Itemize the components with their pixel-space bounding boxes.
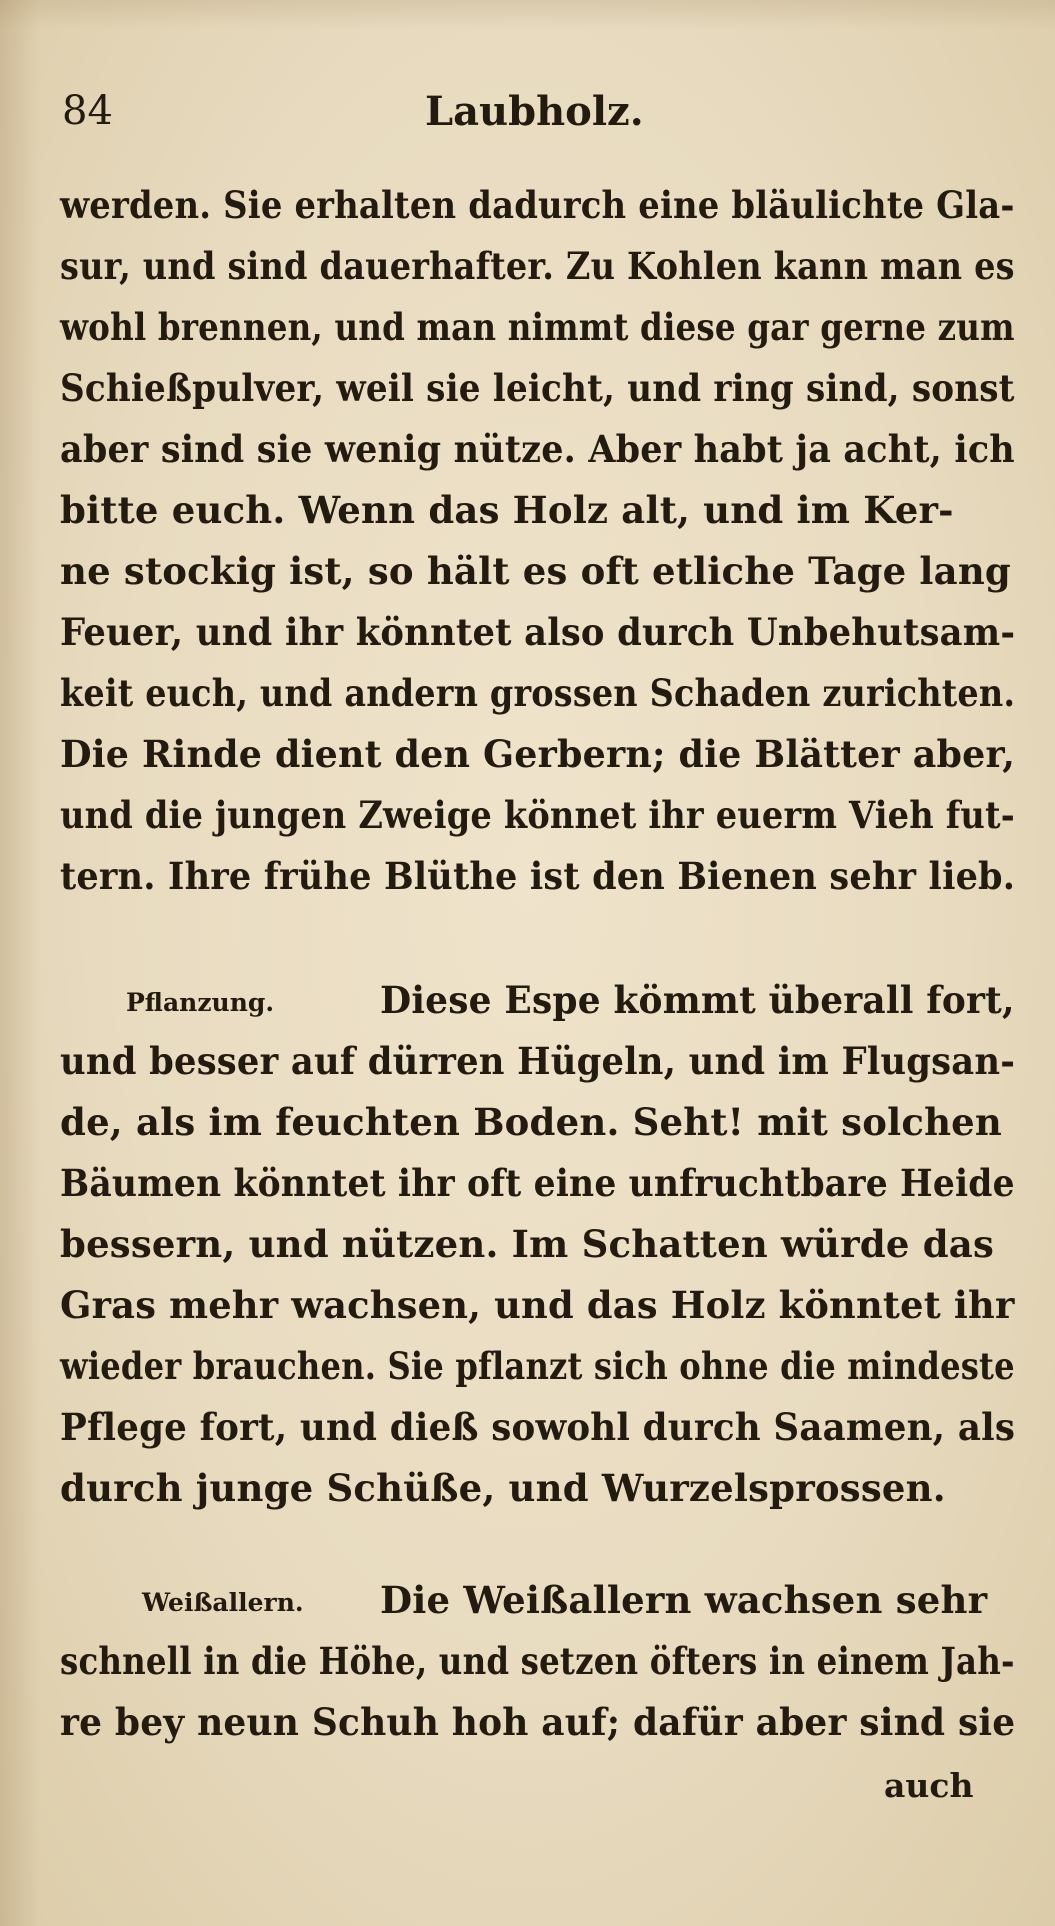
text-line: durch junge Schüße, und Wurzelsprossen. — [60, 1466, 946, 1510]
text-line: werden. Sie erhalten dadurch eine bläulichte Gla- — [60, 183, 1015, 227]
text-line: tern. Ihre frühe Blüthe ist den Bienen sehr lieb. — [60, 854, 1016, 898]
page-top-shadow — [0, 0, 1055, 30]
text-line: Feuer, und ihr könntet also durch Unbehutsam- — [60, 610, 1016, 654]
text-line: Die Weißallern wachsen sehr — [380, 1578, 988, 1622]
text-line: sur, und sind dauerhafter. Zu Kohlen kann man es — [60, 244, 1015, 288]
text-line: aber sind sie wenig nütze. Aber habt ja acht, ich — [60, 427, 1015, 471]
page-number: 84 — [62, 88, 113, 134]
text-line: re bey neun Schuh hoh auf; dafür aber sind sie — [60, 1700, 1016, 1744]
text-line: keit euch, und andern grossen Schaden zurichten. — [60, 671, 1016, 715]
page-edge-shadow — [0, 0, 40, 1926]
margin-note: Pflanzung. — [126, 988, 275, 1017]
margin-note: Weißallern. — [142, 1588, 304, 1617]
text-line: schnell in die Höhe, und setzen öfters in einem Jah- — [60, 1639, 1015, 1683]
text-line: und besser auf dürren Hügeln, und im Flugsan- — [60, 1039, 1016, 1083]
text-line: wohl brennen, und man nimmt diese gar gerne zum — [60, 305, 1015, 349]
text-line: bessern, und nützen. Im Schatten würde das — [60, 1222, 995, 1266]
running-head: Laubholz. — [425, 88, 644, 135]
text-line: und die jungen Zweige könnet ihr euerm Vieh fut- — [60, 793, 1015, 837]
text-line: Pflege fort, und dieß sowohl durch Saamen, als — [60, 1405, 1016, 1449]
catchword: auch — [884, 1766, 974, 1805]
text-line: Gras mehr wachsen, und das Holz könntet ihr — [60, 1283, 1015, 1327]
text-line: bitte euch. Wenn das Holz alt, und im Ker- — [60, 488, 954, 532]
text-line: Bäumen könntet ihr oft eine unfruchtbare Heide — [60, 1161, 1015, 1205]
text-line: Die Rinde dient den Gerbern; die Blätter aber, — [60, 732, 1016, 776]
text-line: wieder brauchen. Sie pflanzt sich ohne die mindeste — [60, 1344, 1015, 1388]
text-line: de, als im feuchten Boden. Seht! mit solchen — [60, 1100, 1003, 1144]
text-line: Schießpulver, weil sie leicht, und ring sind, sonst — [60, 366, 1015, 410]
text-line: ne stockig ist, so hält es oft etliche Tage lang — [60, 549, 1012, 593]
text-line: Diese Espe kömmt überall fort, — [380, 978, 1015, 1022]
